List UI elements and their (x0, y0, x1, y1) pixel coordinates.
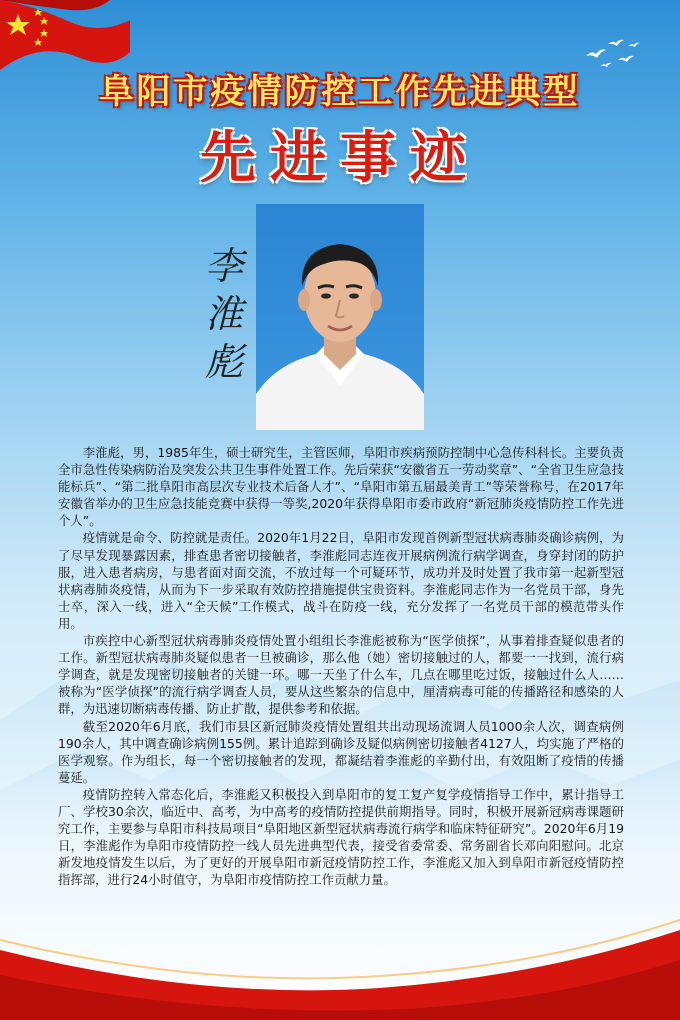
page-title: 阜阳市疫情防控工作先进典型 (99, 72, 581, 112)
portrait-illustration (256, 204, 424, 430)
bottom-ribbon (0, 880, 680, 1020)
bio-paragraph-1: 李淮彪，男，1985年生，硕士研究生，主管医师，阜阳市疾病预防控制中心急传科科长。主要负责全市急性传染病防治及突发公共卫生事件处置工作。先后荣获“安徽省五一劳动奖章”、“全省卫生应急技能标兵”、“第二批阜阳市高层次专业技术后备人才”、“阜阳市第五届最美青工”等荣誉称号，在2017年安徽省举办的卫生应急技能竞赛中获得一等奖,2020年获得阜阳市委市政府“新冠肺炎疫情防控工作先进个人”。 (58, 445, 624, 529)
bio-paragraph-2: 疫情就是命令、防控就是责任。2020年1月22日，阜阳市发现首例新型冠状病毒肺炎确诊病例，为了尽早发现暴露因素，排查患者密切接触者，李淮彪同志连夜开展病例流行病学调查，身穿封闭的防护服，进入患者病房，与患者面对面交流，不放过每一个可疑环节，成功并及时处置了我市第一起新型冠状病毒肺炎疫情，从而为下一步采取有效防控措施提供宝贵资料。李淮彪同志作为一名党员干部，身先士卒，深入一线，进入“全天候”工作模式，战斗在防疫一线，充分发挥了一名党员干部的模范带头作用。 (58, 530, 624, 631)
biography-text (58, 444, 624, 888)
bio-paragraph-3: 市疾控中心新型冠状病毒肺炎疫情处置小组组长李淮彪被称为“医学侦探”，从事着排查疑似患者的工作。新型冠状病毒肺炎疑似患者一旦被确诊，那么他（她）密切接触过的人，都要一一找到，流行病学调查，就是发现密切接触者的关键一环。哪一天坐了什么车，几点在哪里吃过饭，接触过什么人……被称为“医学侦探”的流行病学调查人员，要从这些繁杂的信息中，厘清病毒可能的传播路径和感染的人群，为迅速切断病毒传播、防止扩散，提供参考和依据。 (58, 633, 624, 717)
bio-paragraph-4: 截至2020年6月底，我们市县区新冠肺炎疫情处置组共出动现场流调人员1000余人次，调查病例190余人，其中调查确诊病例155例。累计追踪到确诊及疑似病例密切接触者4127人，均实施了严格的医学观察。作为组长，每一个密切接触者的发现，都凝结着李淮彪的辛勤付出，有效阻断了疫情的传播蔓延。 (58, 718, 624, 785)
person-name-calligraphy (198, 242, 250, 386)
name-char-3: 彪 (204, 340, 243, 384)
name-char-1: 李 (204, 244, 243, 288)
page-subtitle: 先进事迹 (200, 126, 480, 191)
portrait-photo (256, 204, 424, 430)
name-char-2: 淮 (204, 292, 243, 336)
bio-paragraph-5: 疫情防控转入常态化后，李淮彪又积极投入到阜阳市的复工复产复学疫情指导工作中，累计指导工厂、学校30余次，临近中、高考，为中高考的疫情防控提供前期指导。同时，积极开展新冠病毒课题研究工作，主要参与阜阳市科技局项目“阜阳地区新型冠状病毒流行病学和临床特征研究”。2020年6月19日，李淮彪作为阜阳市疫情防控一线人员先进典型代表，接受省委常委、常务副省长邓向阳慰问。北京新发地疫情发生以后，为了更好的开展阜阳市新冠疫情防控工作，李淮彪又加入到阜阳市新冠疫情防控指挥部，进行24小时值守，为阜阳市疫情防控工作贡献力量。 (58, 786, 624, 888)
